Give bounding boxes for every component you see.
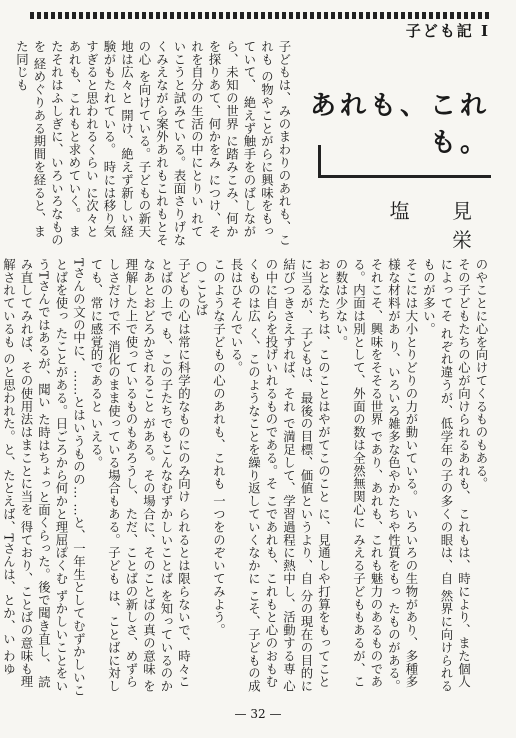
- lower-text-block: [1, 258, 490, 698]
- paragraph: のやことに心を向けてくるものもある。: [474, 258, 489, 491]
- upper-text-block: [14, 40, 293, 250]
- paragraph: その子どもたちの心が向けられるあれも、 これもは、時により、また個人によってそ れぞれ違うが、低学年の子の多くの眼は、自 然界に向けられるものが多い。: [421, 258, 472, 693]
- series-label: 子ども記 I: [405, 22, 490, 40]
- paragraph: そこには大小とりどりの力が動いている。 いろいろの生物があり、多種多様な材料があ り、いろいろ雑多な色やかたちや性質をもっ たものがある。それこそ、興味をそそる世界 であり、あれも、これも魅力のあるものであ る。内面は別として、外面の数は全然無関心に みえる子どももあるが、この数は少ない。: [334, 258, 419, 693]
- paragraph: Tさんの文の中に、……とはいうものの… …と、一年生としてむずかしいことばを使っ たことがある。日ごろから何かと理屈ぽくむ ずかしいことをいうTさんではあるが、聞い た時はちょっと面くらった。後で聞き直し、 読み直してみれば、その使用法はまことに当を 得ており、ことばの意味も理解されているも のと思われた。と、たとえば、Tさんは、とか、い わゆ: [1, 258, 87, 697]
- title-bracket-rule: [318, 145, 491, 178]
- paragraph: 子どもの心は常に科学的なものにのみ向け られるとは限らないで、時々ことばの上で も、この子たちでもこんなむずかしいことば を知っているのかなあとおどろかされること がある。その場合に、そのことばの真の意味 を理解した上で使っているものもあろうし、 ただ、ことばの新しさ、めずらしさだけで不 消化のまま使っている場合もある。子ども は、ことばに対しても、常に感覚的であると いえる。: [89, 258, 192, 693]
- author-name: 塩 見 栄: [389, 199, 490, 252]
- article-title: あれも、これも。: [309, 91, 490, 158]
- paragraph: おとなたちは、このことはやがてこのこと に、見通しや打算をもってことに当るが、 子どもは、最後の目標、価値というより、自 分の現在の目的に結びつきさえすれば、それ で満足して、学習過程に熱中し、活動する専 心の中に自らを投げいれるものである。そ こであれも、これもと心のおもむくものは広 く、このようなことを繰り返していくなかに こそ、子どもの成長はひそんでいる。: [229, 258, 332, 693]
- section-heading: ○ ことば: [194, 258, 209, 317]
- paragraph: 子どもは、みのまわりのあれも、これも の物やことがらに興味をもっていて、 絶えず触手をのばしながら、未知の世界 に踏みこみ、何かを探りあて、何かをみ につけ、それを自分の生活の中にとりい れていこうと試みている。表面さりげな くみえながら案外あれもこれもとその心 を向けている。子どもの新天地は広々と 開け、絶えず新しい経験がもたれている。 時には移り気すぎると思われるくらい に次々とあれも、これもと求めていく。 またそれはふしぎに、いろいろなものを 経めぐりある期間を経ると、また同じも: [14, 40, 292, 247]
- header-dashed-rule: [30, 12, 490, 19]
- page-number: — 32 —: [234, 707, 282, 721]
- paragraph: このような子どもの心のあれも、これも 一つをのぞいてみよう。: [211, 258, 227, 637]
